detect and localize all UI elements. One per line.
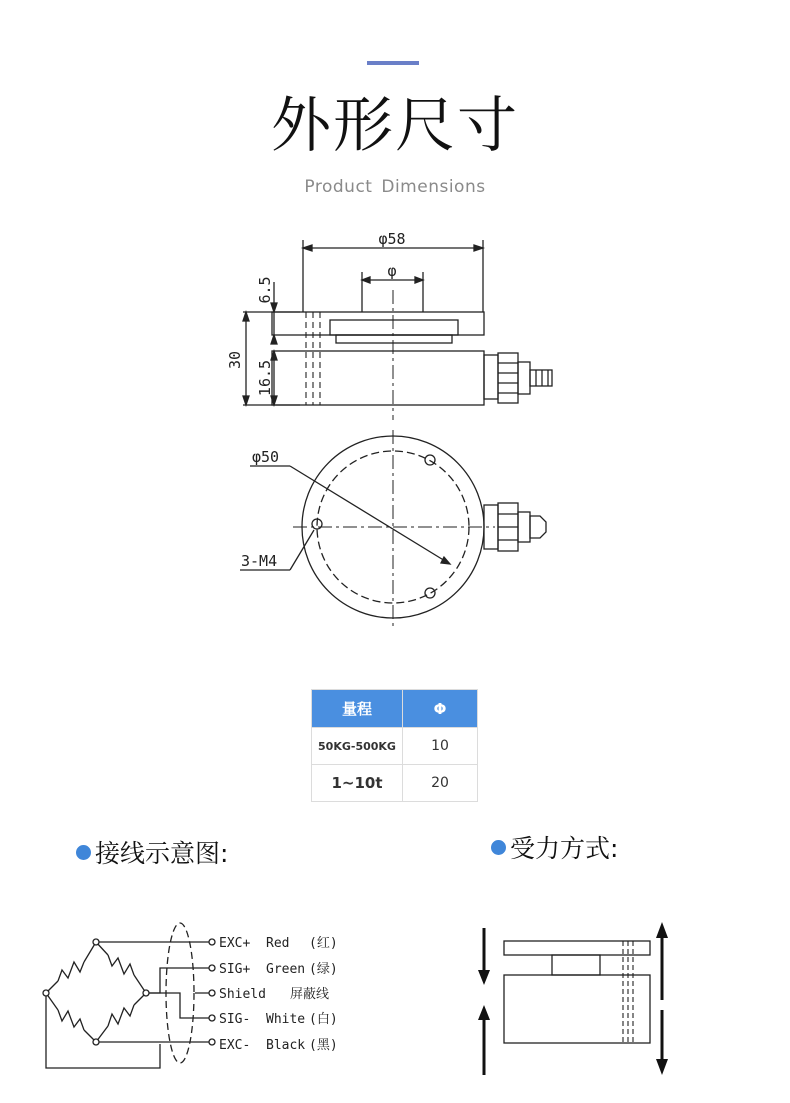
wire-signal-label: Shield <box>219 987 266 1002</box>
wire-signal-label: SIG+ <box>219 962 251 977</box>
force-diagram <box>460 910 690 1090</box>
table-cell-range: 1~10t <box>312 765 403 802</box>
wire-note-label: (黑) <box>309 1038 338 1053</box>
wire-note-label: (白) <box>309 1012 338 1027</box>
wiring-diagram <box>0 920 400 1080</box>
wire-note-label: 屏蔽线 <box>290 987 330 1002</box>
dim-height-6-5: 6.5 <box>256 276 274 304</box>
table-row <box>312 765 478 802</box>
bullet-dot-icon <box>491 840 506 855</box>
wire-color-label: Green <box>266 962 306 977</box>
wire-note-label: (红) <box>309 936 338 951</box>
table-row <box>312 728 478 765</box>
wire-note-label: (绿) <box>309 962 338 977</box>
dim-diameter-58: φ58 <box>378 230 406 248</box>
force-heading <box>491 829 618 865</box>
table-header-row <box>312 690 478 728</box>
page-subtitle: Product Dimensions <box>304 177 486 197</box>
dim-diameter-50: φ50 <box>252 448 280 466</box>
dim-height-16-5: 16.5 <box>256 359 274 397</box>
wire-signal-label: SIG- <box>219 1012 251 1027</box>
wiring-heading-text: 接线示意图: <box>95 839 229 868</box>
wire-color-label: Black <box>266 1038 306 1053</box>
wire-color-label: White <box>266 1012 306 1027</box>
table-cell-range: 50KG-500KG <box>312 728 403 765</box>
bullet-dot-icon <box>76 845 91 860</box>
accent-bar <box>367 61 419 65</box>
force-heading-text: 受力方式: <box>510 834 619 863</box>
wire-color-label: Red <box>266 936 290 951</box>
dim-holes: 3-M4 <box>241 552 278 570</box>
dimension-drawing <box>0 220 790 640</box>
dim-diameter-phi: φ <box>387 262 397 280</box>
page-title: 外形尺寸 <box>271 91 519 161</box>
wiring-heading <box>76 834 228 870</box>
wire-signal-label: EXC+ <box>219 936 251 951</box>
table-header-phi: Φ <box>403 690 478 728</box>
wire-signal-label: EXC- <box>219 1038 251 1053</box>
table-cell-phi: 20 <box>403 765 478 802</box>
table-cell-phi: 10 <box>403 728 478 765</box>
table-header-range: 量程 <box>312 690 403 728</box>
dim-height-30: 30 <box>226 350 244 370</box>
spec-table <box>311 689 478 802</box>
